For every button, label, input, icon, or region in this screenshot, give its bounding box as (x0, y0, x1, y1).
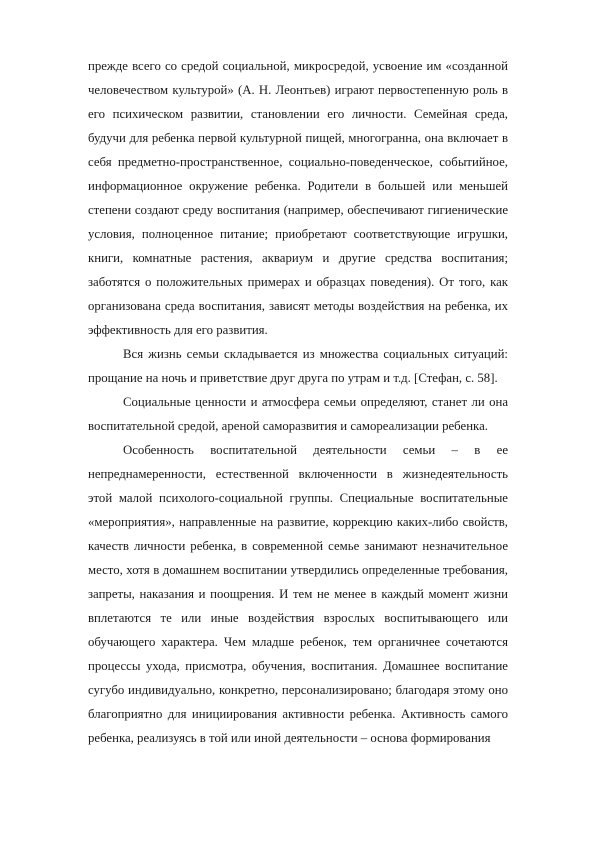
paragraph-2: Вся жизнь семьи складывается из множества социальных ситуаций: прощание на ночь и приветствие друг друга по утрам и т.д. [Стефан, с. 58]. (88, 347, 508, 385)
paragraph-1: прежде всего со средой социальной, микросредой, усвоение им «созданной человечеством культурой» (А. Н. Леонтьев) играют первостепенную роль в его психическом развитии, становлении его личности. Семейная среда, будучи для ребенка первой культурной пищей, многогранна, она включает в себя предметно-пространственное, социально-поведенческое, событийное, информационное окружение ребенка. Родители в большей или меньшей степени создают среду воспитания (например, обеспечивают гигиенические условия, полноценное питание; приобретают соответствующие игрушки, книги, комнатные растения, аквариум и другие средства воспитания; заботятся о положительных примерах и образцах поведения). От того, как организована среда воспитания, зависят методы воздействия на ребенка, их эффективность для его развития. (88, 59, 508, 337)
paragraph-4: Особенность воспитательной деятельности семьи – в ее непреднамеренности, естественной включенности в жизнедеятельность этой малой психолого-социальной группы. Специальные воспитательные «мероприятия», направленные на развитие, коррекцию каких-либо свойств, качеств личности ребенка, в современной семье занимают незначительное место, хотя в домашнем воспитании утвердились определенные требования, запреты, наказания и поощрения. И тем не менее в каждый момент жизни вплетаются те или иные воздействия взрослых воспитывающего или обучающего характера. Чем младше ребенок, тем органичнее сочетаются процессы ухода, присмотра, обучения, воспитания. Домашнее воспитание сугубо индивидуально, конкретно, персонализировано; благодаря этому оно благоприятно для инициирования активности ребенка. Активность самого ребенка, реализуясь в той или иной деятельности – основа формирования (88, 443, 508, 745)
document-page (88, 54, 508, 750)
paragraph-3: Социальные ценности и атмосфера семьи определяют, станет ли она воспитательной средой, ареной саморазвития и самореализации ребенка. (88, 395, 508, 433)
